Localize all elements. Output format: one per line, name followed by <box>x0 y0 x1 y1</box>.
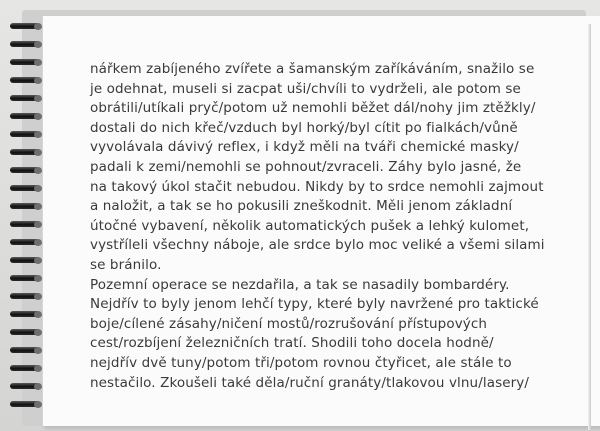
text-line: se bránilo. <box>90 256 162 273</box>
spiral-binding <box>0 14 52 414</box>
body-text <box>90 60 556 393</box>
spiral-ring <box>10 328 46 337</box>
text-line: nářkem zabíjeného zvířete a šamanským zaříkáváním, snažilo se <box>90 61 535 77</box>
text-line: Nejdřív to byly jenom lehčí typy, které byly navržené pro taktické <box>90 296 539 313</box>
text-line: vystříleli všechny náboje, ale srdce bylo moc veliké a všemi silami <box>90 237 545 254</box>
text-line: padali k zemi/nemohli se pohnout/zvraceli. Záhy bylo jasné, že <box>90 158 522 175</box>
spiral-ring <box>10 22 46 31</box>
text-line: útočné vybavení, několik automatických pušek a lehký kulomet, <box>90 217 530 234</box>
text-line: nestačilo. Zkoušeli také děla/ruční granáty/tlakovou vlnu/lasery/ <box>90 374 530 391</box>
spiral-ring <box>10 58 46 67</box>
spiral-ring <box>10 238 46 247</box>
spiral-ring <box>10 220 46 229</box>
text-line: cest/rozbíjení železničních tratí. Shodili toho docela hodně/ <box>90 335 494 352</box>
text-line: nejdřív dvě tuny/potom tři/potom rovnou čtyřicet, ale stále to <box>90 354 512 371</box>
spiral-ring <box>10 94 46 103</box>
spiral-ring <box>10 166 46 175</box>
spiral-ring <box>10 274 46 283</box>
spiral-ring <box>10 202 46 211</box>
spiral-ring <box>10 346 46 355</box>
spiral-ring <box>10 184 46 193</box>
spiral-ring <box>10 310 46 319</box>
spiral-ring <box>10 148 46 157</box>
spiral-ring <box>10 400 46 409</box>
spiral-ring <box>10 40 46 49</box>
text-line: vyvolávala dávivý reflex, i když měli na tváři chemické masky/ <box>90 139 519 156</box>
spiral-ring <box>10 76 46 85</box>
spiral-ring <box>10 382 46 391</box>
text-line: Pozemní operace se nezdařila, a tak se nasadily bombardéry. <box>90 276 510 293</box>
spiral-ring <box>10 256 46 265</box>
text-line: dostali do nich křeč/vzduch byl horký/byl cítit po fialkách/vůně <box>90 119 518 136</box>
text-line: a naložit, a tak se ho pokusili zneškodnit. Měli jenom základní <box>90 198 513 215</box>
page-stack-edge <box>588 24 591 430</box>
spiral-ring <box>10 130 46 139</box>
spiral-ring <box>10 292 46 301</box>
spiral-ring <box>10 112 46 121</box>
text-line: obrátili/utíkali pryč/potom už nemohli běžet dál/nohy jim ztěžkly/ <box>90 100 536 117</box>
text-line: na takový úkol stačit nebudou. Nikdy by to srdce nemohli zajmout <box>90 178 544 195</box>
text-line: boje/cílené zásahy/ničení mostů/rozrušování přístupových <box>90 315 488 332</box>
text-line: je odehnat, museli si zacpat uši/chvíli to vydrželi, ale potom se <box>90 80 521 97</box>
spiral-ring <box>10 364 46 373</box>
